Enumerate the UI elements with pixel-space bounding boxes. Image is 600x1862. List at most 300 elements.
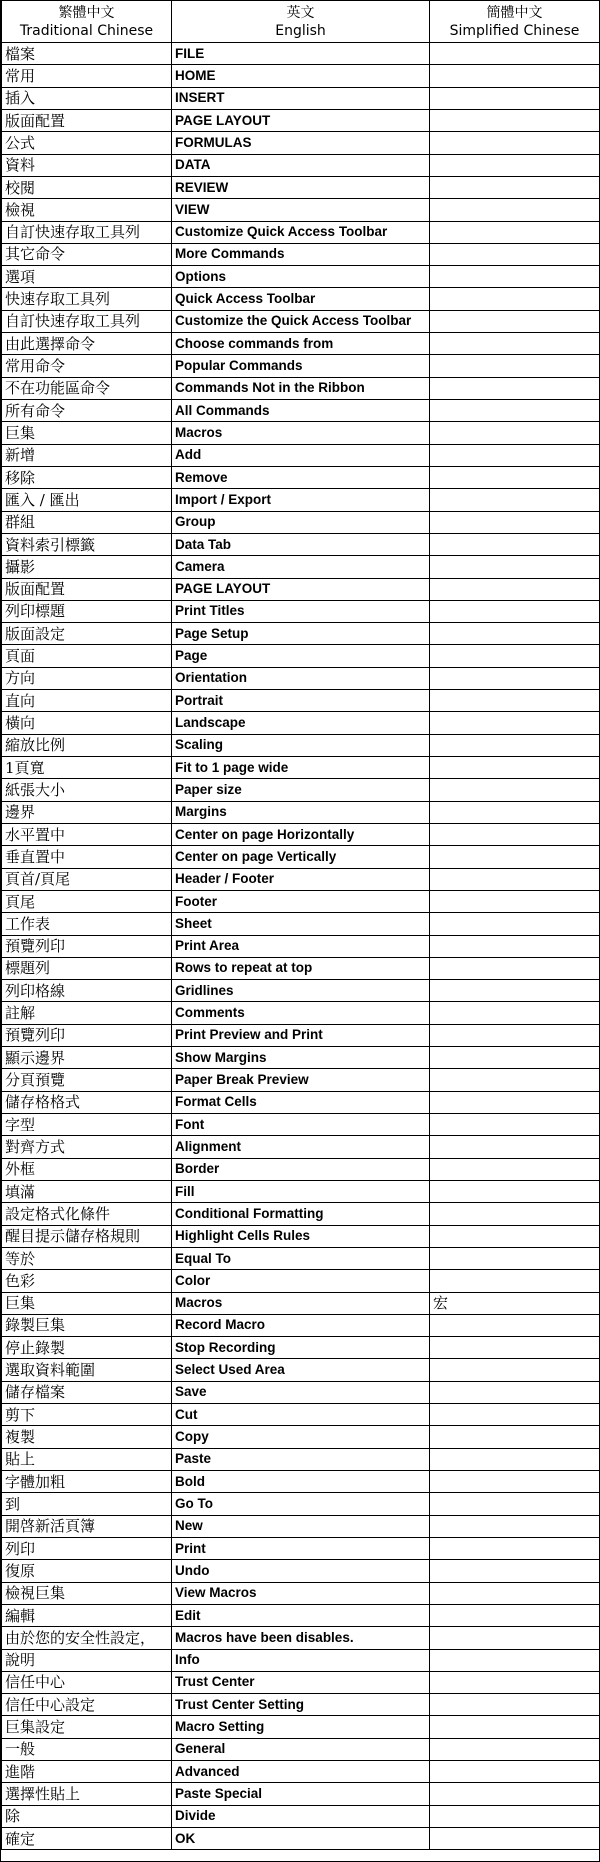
cell-traditional-chinese: 進階 bbox=[2, 1761, 172, 1783]
header-subtitle: English bbox=[275, 22, 326, 39]
cell-english: General bbox=[172, 1738, 430, 1760]
cell-english: Import / Export bbox=[172, 489, 430, 511]
cell-english: Font bbox=[172, 1114, 430, 1136]
cell-simplified-chinese bbox=[430, 333, 600, 355]
table-row bbox=[2, 757, 600, 779]
cell-traditional-chinese: 橫向 bbox=[2, 712, 172, 734]
cell-traditional-chinese: 選擇性貼上 bbox=[2, 1783, 172, 1805]
table-row bbox=[2, 355, 600, 377]
cell-simplified-chinese bbox=[430, 511, 600, 533]
cell-simplified-chinese bbox=[430, 1225, 600, 1247]
table-row bbox=[2, 1247, 600, 1269]
cell-english: Page Setup bbox=[172, 623, 430, 645]
cell-simplified-chinese bbox=[430, 310, 600, 332]
cell-simplified-chinese bbox=[430, 1783, 600, 1805]
cell-traditional-chinese: 醒目提示儲存格規則 bbox=[2, 1225, 172, 1247]
cell-traditional-chinese: 填滿 bbox=[2, 1180, 172, 1202]
cell-simplified-chinese bbox=[430, 623, 600, 645]
cell-english: Paper size bbox=[172, 779, 430, 801]
cell-traditional-chinese: 水平置中 bbox=[2, 823, 172, 845]
table-row bbox=[2, 1805, 600, 1827]
cell-traditional-chinese: 預覽列印 bbox=[2, 1024, 172, 1046]
cell-english: Choose commands from bbox=[172, 333, 430, 355]
cell-english: Header / Footer bbox=[172, 868, 430, 890]
cell-english: Record Macro bbox=[172, 1314, 430, 1336]
cell-traditional-chinese: 匯入 / 匯出 bbox=[2, 489, 172, 511]
cell-simplified-chinese bbox=[430, 734, 600, 756]
header-title: 英文 bbox=[286, 4, 315, 21]
table-row bbox=[2, 1270, 600, 1292]
cell-simplified-chinese bbox=[430, 757, 600, 779]
cell-simplified-chinese bbox=[430, 1761, 600, 1783]
table-row bbox=[2, 890, 600, 912]
cell-english: Commands Not in the Ribbon bbox=[172, 377, 430, 399]
table-row bbox=[2, 1627, 600, 1649]
table-row bbox=[2, 1761, 600, 1783]
cell-simplified-chinese bbox=[430, 1537, 600, 1559]
table-row bbox=[2, 823, 600, 845]
cell-english: Bold bbox=[172, 1471, 430, 1493]
table-row bbox=[2, 288, 600, 310]
cell-english: Paste bbox=[172, 1448, 430, 1470]
cell-english: Edit bbox=[172, 1604, 430, 1626]
table-row bbox=[2, 1047, 600, 1069]
cell-simplified-chinese bbox=[430, 199, 600, 221]
table-row bbox=[2, 667, 600, 689]
cell-traditional-chinese: 不在功能區命令 bbox=[2, 377, 172, 399]
table-row bbox=[2, 1203, 600, 1225]
cell-english: Orientation bbox=[172, 667, 430, 689]
cell-traditional-chinese: 列印格線 bbox=[2, 980, 172, 1002]
cell-traditional-chinese: 新增 bbox=[2, 444, 172, 466]
cell-traditional-chinese: 頁尾 bbox=[2, 890, 172, 912]
cell-english: Margins bbox=[172, 801, 430, 823]
cell-traditional-chinese: 垂直置中 bbox=[2, 846, 172, 868]
cell-traditional-chinese: 設定格式化條件 bbox=[2, 1203, 172, 1225]
cell-english: PAGE LAYOUT bbox=[172, 109, 430, 131]
cell-simplified-chinese bbox=[430, 1582, 600, 1604]
cell-simplified-chinese bbox=[430, 1426, 600, 1448]
cell-traditional-chinese: 錄製巨集 bbox=[2, 1314, 172, 1336]
cell-traditional-chinese: 外框 bbox=[2, 1158, 172, 1180]
cell-simplified-chinese bbox=[430, 466, 600, 488]
cell-traditional-chinese: 由此選擇命令 bbox=[2, 333, 172, 355]
cell-traditional-chinese: 方向 bbox=[2, 667, 172, 689]
table-row bbox=[2, 913, 600, 935]
cell-english: Landscape bbox=[172, 712, 430, 734]
cell-simplified-chinese bbox=[430, 1738, 600, 1760]
table-row bbox=[2, 1069, 600, 1091]
cell-simplified-chinese bbox=[430, 1203, 600, 1225]
table-row bbox=[2, 43, 600, 65]
cell-english: Add bbox=[172, 444, 430, 466]
table-row bbox=[2, 1493, 600, 1515]
cell-simplified-chinese bbox=[430, 1493, 600, 1515]
table-row bbox=[2, 511, 600, 533]
cell-traditional-chinese: 常用 bbox=[2, 65, 172, 87]
header-subtitle: Simplified Chinese bbox=[449, 22, 580, 39]
cell-traditional-chinese: 縮放比例 bbox=[2, 734, 172, 756]
cell-simplified-chinese bbox=[430, 1314, 600, 1336]
cell-simplified-chinese bbox=[430, 65, 600, 87]
table-row bbox=[2, 1649, 600, 1671]
cell-english: Advanced bbox=[172, 1761, 430, 1783]
cell-english: DATA bbox=[172, 154, 430, 176]
table-row bbox=[2, 935, 600, 957]
cell-traditional-chinese: 所有命令 bbox=[2, 400, 172, 422]
header-subtitle: Traditional Chinese bbox=[19, 22, 154, 39]
table-row bbox=[2, 1180, 600, 1202]
table-row bbox=[2, 1738, 600, 1760]
cell-traditional-chinese: 儲存格格式 bbox=[2, 1091, 172, 1113]
table-row bbox=[2, 556, 600, 578]
cell-english: VIEW bbox=[172, 199, 430, 221]
cell-traditional-chinese: 除 bbox=[2, 1805, 172, 1827]
cell-simplified-chinese bbox=[430, 1404, 600, 1426]
cell-simplified-chinese bbox=[430, 578, 600, 600]
cell-english: Equal To bbox=[172, 1247, 430, 1269]
cell-traditional-chinese: 對齊方式 bbox=[2, 1136, 172, 1158]
cell-traditional-chinese: 版面配置 bbox=[2, 109, 172, 131]
cell-english: All Commands bbox=[172, 400, 430, 422]
table-row bbox=[2, 199, 600, 221]
cell-simplified-chinese bbox=[430, 1381, 600, 1403]
table-row bbox=[2, 1471, 600, 1493]
table-row bbox=[2, 980, 600, 1002]
cell-simplified-chinese bbox=[430, 846, 600, 868]
table-row bbox=[2, 734, 600, 756]
table-row bbox=[2, 1225, 600, 1247]
cell-simplified-chinese bbox=[430, 1337, 600, 1359]
cell-english: FILE bbox=[172, 43, 430, 65]
cell-traditional-chinese: 紙張大小 bbox=[2, 779, 172, 801]
cell-english: Popular Commands bbox=[172, 355, 430, 377]
table-row bbox=[2, 109, 600, 131]
cell-traditional-chinese: 邊界 bbox=[2, 801, 172, 823]
table-row bbox=[2, 377, 600, 399]
cell-simplified-chinese bbox=[430, 1270, 600, 1292]
cell-traditional-chinese: 分頁預覽 bbox=[2, 1069, 172, 1091]
cell-english: Page bbox=[172, 645, 430, 667]
table-row bbox=[2, 1314, 600, 1336]
table-row bbox=[2, 690, 600, 712]
cell-traditional-chinese: 儲存檔案 bbox=[2, 1381, 172, 1403]
table-row bbox=[2, 801, 600, 823]
cell-simplified-chinese bbox=[430, 1627, 600, 1649]
header-traditional-chinese bbox=[2, 1, 172, 43]
table-row bbox=[2, 243, 600, 265]
cell-traditional-chinese: 編輯 bbox=[2, 1604, 172, 1626]
table-row bbox=[2, 1359, 600, 1381]
cell-traditional-chinese: 資料 bbox=[2, 154, 172, 176]
table-row bbox=[2, 154, 600, 176]
cell-traditional-chinese: 版面配置 bbox=[2, 578, 172, 600]
cell-traditional-chinese: 檔案 bbox=[2, 43, 172, 65]
table-row bbox=[2, 578, 600, 600]
table-body bbox=[2, 43, 600, 1850]
cell-traditional-chinese: 快速存取工具列 bbox=[2, 288, 172, 310]
cell-simplified-chinese bbox=[430, 1471, 600, 1493]
cell-english: Select Used Area bbox=[172, 1359, 430, 1381]
cell-simplified-chinese bbox=[430, 801, 600, 823]
table-row bbox=[2, 333, 600, 355]
table-header bbox=[2, 1, 600, 43]
table-row bbox=[2, 1671, 600, 1693]
table-row bbox=[2, 1560, 600, 1582]
cell-english: Group bbox=[172, 511, 430, 533]
table-row bbox=[2, 221, 600, 243]
cell-traditional-chinese: 自訂快速存取工具列 bbox=[2, 310, 172, 332]
cell-traditional-chinese: 一般 bbox=[2, 1738, 172, 1760]
cell-english: Sheet bbox=[172, 913, 430, 935]
cell-simplified-chinese bbox=[430, 1805, 600, 1827]
table-row bbox=[2, 1337, 600, 1359]
cell-english: Conditional Formatting bbox=[172, 1203, 430, 1225]
cell-traditional-chinese: 頁首/頁尾 bbox=[2, 868, 172, 890]
cell-english: Camera bbox=[172, 556, 430, 578]
table-row bbox=[2, 1604, 600, 1626]
cell-english: More Commands bbox=[172, 243, 430, 265]
cell-english: Trust Center Setting bbox=[172, 1694, 430, 1716]
cell-simplified-chinese bbox=[430, 823, 600, 845]
cell-english: Undo bbox=[172, 1560, 430, 1582]
cell-simplified-chinese bbox=[430, 43, 600, 65]
cell-english: Save bbox=[172, 1381, 430, 1403]
table-row bbox=[2, 1582, 600, 1604]
cell-simplified-chinese bbox=[430, 1002, 600, 1024]
cell-traditional-chinese: 公式 bbox=[2, 132, 172, 154]
table-row bbox=[2, 132, 600, 154]
cell-english: Rows to repeat at top bbox=[172, 957, 430, 979]
cell-english: Macro Setting bbox=[172, 1716, 430, 1738]
cell-traditional-chinese: 色彩 bbox=[2, 1270, 172, 1292]
cell-simplified-chinese bbox=[430, 109, 600, 131]
table-row bbox=[2, 868, 600, 890]
cell-english: Scaling bbox=[172, 734, 430, 756]
cell-simplified-chinese bbox=[430, 1247, 600, 1269]
cell-simplified-chinese bbox=[430, 1604, 600, 1626]
table-row bbox=[2, 466, 600, 488]
cell-english: Fill bbox=[172, 1180, 430, 1202]
cell-simplified-chinese: 宏 bbox=[430, 1292, 600, 1314]
cell-traditional-chinese: 選項 bbox=[2, 266, 172, 288]
cell-simplified-chinese bbox=[430, 556, 600, 578]
cell-english: Options bbox=[172, 266, 430, 288]
cell-english: Macros bbox=[172, 422, 430, 444]
table-row bbox=[2, 1381, 600, 1403]
cell-traditional-chinese: 複製 bbox=[2, 1426, 172, 1448]
cell-simplified-chinese bbox=[430, 1024, 600, 1046]
cell-english: Data Tab bbox=[172, 533, 430, 555]
cell-simplified-chinese bbox=[430, 1136, 600, 1158]
table-row bbox=[2, 310, 600, 332]
cell-simplified-chinese bbox=[430, 176, 600, 198]
cell-traditional-chinese: 列印 bbox=[2, 1537, 172, 1559]
table-row bbox=[2, 1694, 600, 1716]
cell-traditional-chinese: 資料索引標籤 bbox=[2, 533, 172, 555]
cell-english: Print bbox=[172, 1537, 430, 1559]
glossary-table bbox=[1, 0, 600, 1850]
cell-simplified-chinese bbox=[430, 980, 600, 1002]
cell-traditional-chinese: 標題列 bbox=[2, 957, 172, 979]
cell-simplified-chinese bbox=[430, 400, 600, 422]
cell-traditional-chinese: 檢視 bbox=[2, 199, 172, 221]
cell-english: Gridlines bbox=[172, 980, 430, 1002]
table-row bbox=[2, 1024, 600, 1046]
cell-simplified-chinese bbox=[430, 1158, 600, 1180]
cell-simplified-chinese bbox=[430, 890, 600, 912]
table-row bbox=[2, 1158, 600, 1180]
table-row bbox=[2, 65, 600, 87]
cell-simplified-chinese bbox=[430, 87, 600, 109]
cell-traditional-chinese: 由於您的安全性設定， bbox=[2, 1627, 172, 1649]
cell-english: Center on page Vertically bbox=[172, 846, 430, 868]
cell-simplified-chinese bbox=[430, 154, 600, 176]
cell-english: Quick Access Toolbar bbox=[172, 288, 430, 310]
table-row bbox=[2, 422, 600, 444]
cell-english: Customize Quick Access Toolbar bbox=[172, 221, 430, 243]
cell-traditional-chinese: 復原 bbox=[2, 1560, 172, 1582]
cell-traditional-chinese: 字體加粗 bbox=[2, 1471, 172, 1493]
cell-english: Cut bbox=[172, 1404, 430, 1426]
cell-traditional-chinese: 檢視巨集 bbox=[2, 1582, 172, 1604]
cell-traditional-chinese: 攝影 bbox=[2, 556, 172, 578]
table-row bbox=[2, 1828, 600, 1850]
cell-traditional-chinese: 工作表 bbox=[2, 913, 172, 935]
cell-english: Highlight Cells Rules bbox=[172, 1225, 430, 1247]
cell-english: Show Margins bbox=[172, 1047, 430, 1069]
cell-english: Customize the Quick Access Toolbar bbox=[172, 310, 430, 332]
cell-simplified-chinese bbox=[430, 1560, 600, 1582]
cell-traditional-chinese: 等於 bbox=[2, 1247, 172, 1269]
cell-simplified-chinese bbox=[430, 600, 600, 622]
table-row bbox=[2, 1783, 600, 1805]
cell-traditional-chinese: 移除 bbox=[2, 466, 172, 488]
cell-english: New bbox=[172, 1515, 430, 1537]
cell-english: Footer bbox=[172, 890, 430, 912]
cell-traditional-chinese: 自訂快速存取工具列 bbox=[2, 221, 172, 243]
cell-traditional-chinese: 其它命令 bbox=[2, 243, 172, 265]
cell-simplified-chinese bbox=[430, 533, 600, 555]
cell-traditional-chinese: 預覽列印 bbox=[2, 935, 172, 957]
cell-simplified-chinese bbox=[430, 266, 600, 288]
cell-traditional-chinese: 停止錄製 bbox=[2, 1337, 172, 1359]
cell-traditional-chinese: 巨集 bbox=[2, 1292, 172, 1314]
cell-english: Copy bbox=[172, 1426, 430, 1448]
cell-simplified-chinese bbox=[430, 1716, 600, 1738]
cell-simplified-chinese bbox=[430, 1671, 600, 1693]
table-row bbox=[2, 623, 600, 645]
cell-traditional-chinese: 列印標題 bbox=[2, 600, 172, 622]
cell-english: HOME bbox=[172, 65, 430, 87]
cell-traditional-chinese: 插入 bbox=[2, 87, 172, 109]
cell-simplified-chinese bbox=[430, 1359, 600, 1381]
cell-simplified-chinese bbox=[430, 690, 600, 712]
table-row bbox=[2, 712, 600, 734]
table-row bbox=[2, 1515, 600, 1537]
cell-simplified-chinese bbox=[430, 868, 600, 890]
cell-english: Print Titles bbox=[172, 600, 430, 622]
cell-traditional-chinese: 字型 bbox=[2, 1114, 172, 1136]
cell-traditional-chinese: 到 bbox=[2, 1493, 172, 1515]
cell-english: Go To bbox=[172, 1493, 430, 1515]
cell-traditional-chinese: 顯示邊界 bbox=[2, 1047, 172, 1069]
table-row bbox=[2, 533, 600, 555]
cell-english: Border bbox=[172, 1158, 430, 1180]
cell-simplified-chinese bbox=[430, 132, 600, 154]
table-row bbox=[2, 176, 600, 198]
cell-simplified-chinese bbox=[430, 1448, 600, 1470]
cell-traditional-chinese: 確定 bbox=[2, 1828, 172, 1850]
cell-simplified-chinese bbox=[430, 1694, 600, 1716]
cell-simplified-chinese bbox=[430, 1069, 600, 1091]
cell-traditional-chinese: 選取資料範圍 bbox=[2, 1359, 172, 1381]
cell-english: Center on page Horizontally bbox=[172, 823, 430, 845]
cell-english: Print Area bbox=[172, 935, 430, 957]
table-row bbox=[2, 957, 600, 979]
table-row bbox=[2, 87, 600, 109]
cell-simplified-chinese bbox=[430, 221, 600, 243]
cell-english: OK bbox=[172, 1828, 430, 1850]
cell-simplified-chinese bbox=[430, 1091, 600, 1113]
cell-simplified-chinese bbox=[430, 1047, 600, 1069]
table-row bbox=[2, 1537, 600, 1559]
cell-simplified-chinese bbox=[430, 779, 600, 801]
cell-english: Info bbox=[172, 1649, 430, 1671]
cell-english: Alignment bbox=[172, 1136, 430, 1158]
cell-simplified-chinese bbox=[430, 422, 600, 444]
cell-english: Stop Recording bbox=[172, 1337, 430, 1359]
table-row bbox=[2, 1292, 600, 1314]
table-row bbox=[2, 266, 600, 288]
cell-simplified-chinese bbox=[430, 1649, 600, 1671]
cell-english: Macros bbox=[172, 1292, 430, 1314]
cell-traditional-chinese: 版面設定 bbox=[2, 623, 172, 645]
cell-english: Portrait bbox=[172, 690, 430, 712]
table-row bbox=[2, 489, 600, 511]
cell-simplified-chinese bbox=[430, 935, 600, 957]
cell-english: REVIEW bbox=[172, 176, 430, 198]
cell-traditional-chinese: 信任中心設定 bbox=[2, 1694, 172, 1716]
cell-simplified-chinese bbox=[430, 243, 600, 265]
cell-simplified-chinese bbox=[430, 712, 600, 734]
cell-traditional-chinese: 信任中心 bbox=[2, 1671, 172, 1693]
cell-traditional-chinese: 直向 bbox=[2, 690, 172, 712]
header-row bbox=[2, 1, 600, 43]
cell-english: Format Cells bbox=[172, 1091, 430, 1113]
table-row bbox=[2, 400, 600, 422]
cell-simplified-chinese bbox=[430, 667, 600, 689]
cell-english: Trust Center bbox=[172, 1671, 430, 1693]
table-row bbox=[2, 1114, 600, 1136]
cell-english: Macros have been disables. bbox=[172, 1627, 430, 1649]
header-english bbox=[172, 1, 430, 43]
cell-traditional-chinese: 頁面 bbox=[2, 645, 172, 667]
table-row bbox=[2, 600, 600, 622]
cell-traditional-chinese: 巨集設定 bbox=[2, 1716, 172, 1738]
cell-english: Paper Break Preview bbox=[172, 1069, 430, 1091]
cell-english: Fit to 1 page wide bbox=[172, 757, 430, 779]
cell-english: Print Preview and Print bbox=[172, 1024, 430, 1046]
cell-english: Color bbox=[172, 1270, 430, 1292]
cell-english: Divide bbox=[172, 1805, 430, 1827]
cell-traditional-chinese: 校閱 bbox=[2, 176, 172, 198]
cell-english: Paste Special bbox=[172, 1783, 430, 1805]
cell-traditional-chinese: 貼上 bbox=[2, 1448, 172, 1470]
cell-english: Remove bbox=[172, 466, 430, 488]
header-simplified-chinese bbox=[430, 1, 600, 43]
table-row bbox=[2, 1136, 600, 1158]
